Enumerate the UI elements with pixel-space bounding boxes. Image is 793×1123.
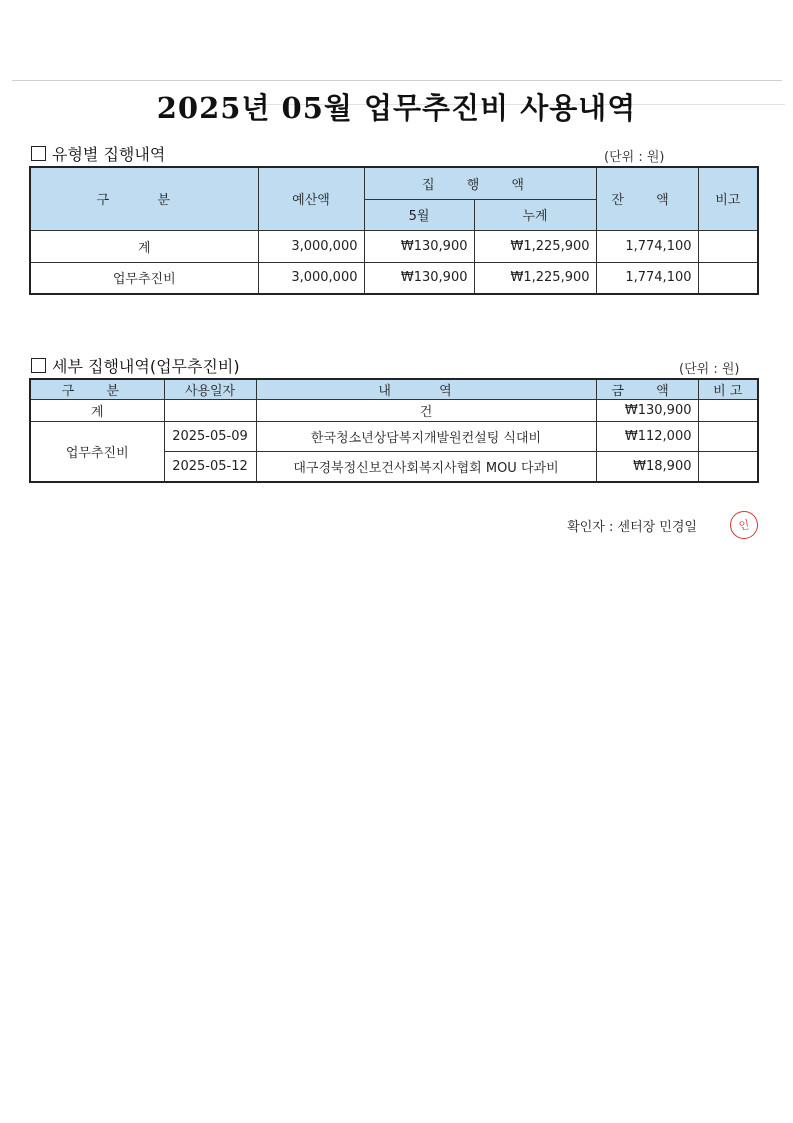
detail-table: [29, 378, 759, 483]
cell-detail: 대구경북정신보건사회복지사협회 MOU 다과비: [256, 452, 596, 482]
table-row: [30, 262, 758, 294]
section1-heading: [31, 142, 165, 165]
section2-heading: [31, 354, 240, 377]
table-row: [30, 422, 758, 452]
header-month: 5월: [364, 199, 474, 230]
header-category: 구 분: [30, 379, 164, 400]
cell-balance: 1,774,100: [596, 230, 698, 262]
header-date: 사용일자: [164, 379, 256, 400]
page-title: 2025년 05월 업무추진비 사용내역: [156, 91, 637, 125]
cell-group: 업무추진비: [30, 422, 164, 482]
confirmer-text: 확인자 : 센터장 민경일: [567, 520, 697, 535]
section2-heading-text: 세부 집행내역(업무추진비): [52, 357, 240, 376]
cell-budget: 3,000,000: [258, 262, 364, 294]
cell-date: [164, 400, 256, 422]
type-summary-table: [29, 166, 759, 295]
cell-category: 업무추진비: [30, 262, 258, 294]
header-note: 비 고: [698, 379, 758, 400]
cell-category: 계: [30, 230, 258, 262]
cell-date: 2025-05-09: [164, 422, 256, 452]
seal-stamp: 인: [728, 509, 760, 541]
cell-cumulative: ₩1,225,900: [474, 262, 596, 294]
header-note: 비고: [698, 167, 758, 230]
cell-category: 계: [30, 400, 164, 422]
checkbox-icon: [31, 146, 46, 161]
cell-detail: 건: [256, 400, 596, 422]
cell-detail: 한국청소년상담복지개발원컨설팅 식대비: [256, 422, 596, 452]
cell-budget: 3,000,000: [258, 230, 364, 262]
cell-amount: ₩130,900: [596, 400, 698, 422]
cell-note: [698, 230, 758, 262]
cell-cumulative: ₩1,225,900: [474, 230, 596, 262]
cell-note: [698, 422, 758, 452]
header-balance: 잔 액: [596, 167, 698, 230]
cell-note: [698, 400, 758, 422]
section1-heading-text: 유형별 집행내역: [52, 145, 166, 164]
header-category: 구 분: [30, 167, 258, 230]
checkbox-icon: [31, 358, 46, 373]
header-amount: 금 액: [596, 379, 698, 400]
top-rule: [12, 80, 782, 81]
cell-date: 2025-05-12: [164, 452, 256, 482]
section1-unit: (단위 : 원): [604, 150, 665, 165]
cell-note: [698, 262, 758, 294]
table-row: [30, 400, 758, 422]
cell-month: ₩130,900: [364, 230, 474, 262]
header-detail: 내 역: [256, 379, 596, 400]
table-row: [30, 230, 758, 262]
cell-month: ₩130,900: [364, 262, 474, 294]
cell-note: [698, 452, 758, 482]
section2-unit: (단위 : 원): [679, 362, 740, 377]
header-budget: 예산액: [258, 167, 364, 230]
header-cumulative: 누계: [474, 199, 596, 230]
cell-balance: 1,774,100: [596, 262, 698, 294]
header-executed: 집 행 액: [364, 167, 596, 199]
cell-amount: ₩112,000: [596, 422, 698, 452]
cell-amount: ₩18,900: [596, 452, 698, 482]
